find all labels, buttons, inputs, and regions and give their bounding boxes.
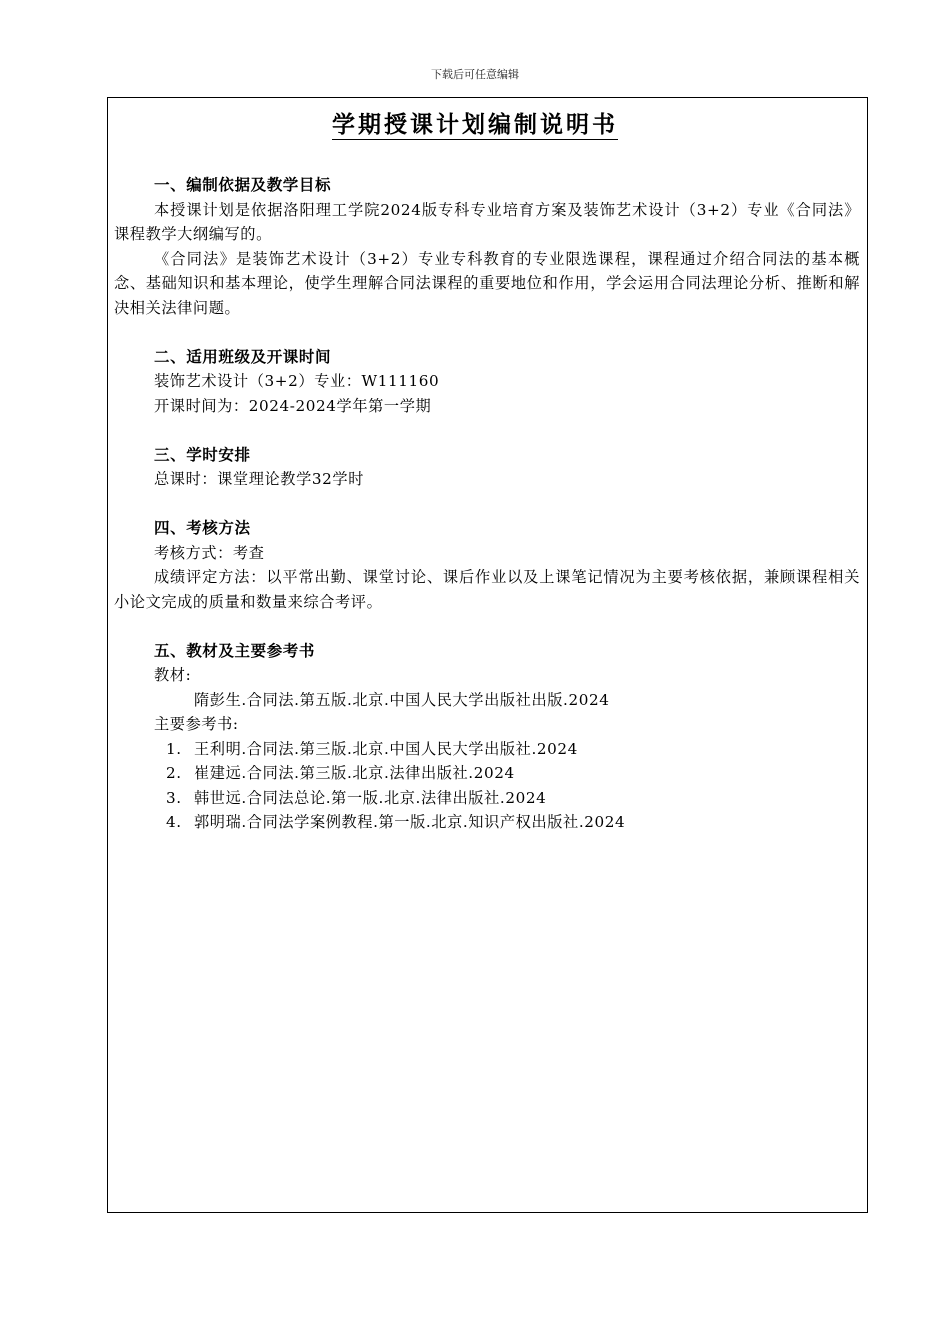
document-title-wrap: [0, 106, 950, 139]
reference-text: 韩世远.合同法总论.第一版.北京.法律出版社.2024: [194, 788, 547, 807]
document-title: 学期授课计划编制说明书: [332, 112, 618, 138]
reference-number: 3.: [166, 788, 182, 807]
section-1-heading: 一、编制依据及教学目标: [154, 176, 332, 194]
reference-text: 崔建远.合同法.第三版.北京.法律出版社.2024: [194, 764, 515, 782]
section-4-para-1: 成绩评定方法：以平常出勤、课堂讨论、课后作业以及上课笔记情况为主要考核依据，兼顾课程相关小论文完成的质量和数量来综合考评。: [114, 568, 860, 611]
section-1-para-2: 《合同法》是装饰艺术设计（3+2）专业专科教育的专业限选课程，课程通过介绍合同法的基本概念、基础知识和基本理论，使学生理解合同法课程的重要地位和作用，学会运用合同法理论分析、推断和解决相关法律问题。: [114, 249, 860, 317]
reference-item: [114, 810, 860, 835]
reference-number: 1.: [166, 739, 182, 758]
textbook-label: 教材:: [154, 666, 192, 684]
reference-text: 王利明.合同法.第三版.北京.中国人民大学出版社.2024: [194, 739, 578, 758]
reference-number: 2.: [166, 764, 182, 782]
section-3-line-1: 总课时：课堂理论教学32学时: [154, 470, 364, 488]
header-note: 下载后可任意编辑: [431, 68, 519, 81]
section-2-heading: 二、适用班级及开课时间: [154, 347, 332, 366]
section-3-heading: 三、学时安排: [154, 445, 251, 464]
reference-item: [114, 786, 860, 811]
reference-item: [114, 737, 860, 762]
section-1-para-1: 本授课计划是依据洛阳理工学院2024版专科专业培育方案及装饰艺术设计（3+2）专业《合同法》课程教学大纲编写的。: [114, 200, 860, 243]
section-5-heading: 五、教材及主要参考书: [154, 641, 316, 660]
textbook-entry: 隋彭生.合同法.第五版.北京.中国人民大学出版社出版.2024: [194, 690, 610, 709]
section-2-line-1: 装饰艺术设计（3+2）专业：W111160: [154, 372, 440, 390]
reference-text: 郭明瑞.合同法学案例教程.第一版.北京.知识产权出版社.2024: [194, 813, 626, 831]
section-4-line-1: 考核方式：考查: [154, 543, 265, 562]
references-label: 主要参考书:: [154, 715, 239, 733]
reference-number: 4.: [166, 813, 182, 831]
section-4-heading: 四、考核方法: [154, 519, 251, 537]
reference-item: [114, 761, 860, 786]
document-body: [114, 173, 860, 835]
section-2-line-2: 开课时间为：2024-2024学年第一学期: [154, 396, 432, 415]
